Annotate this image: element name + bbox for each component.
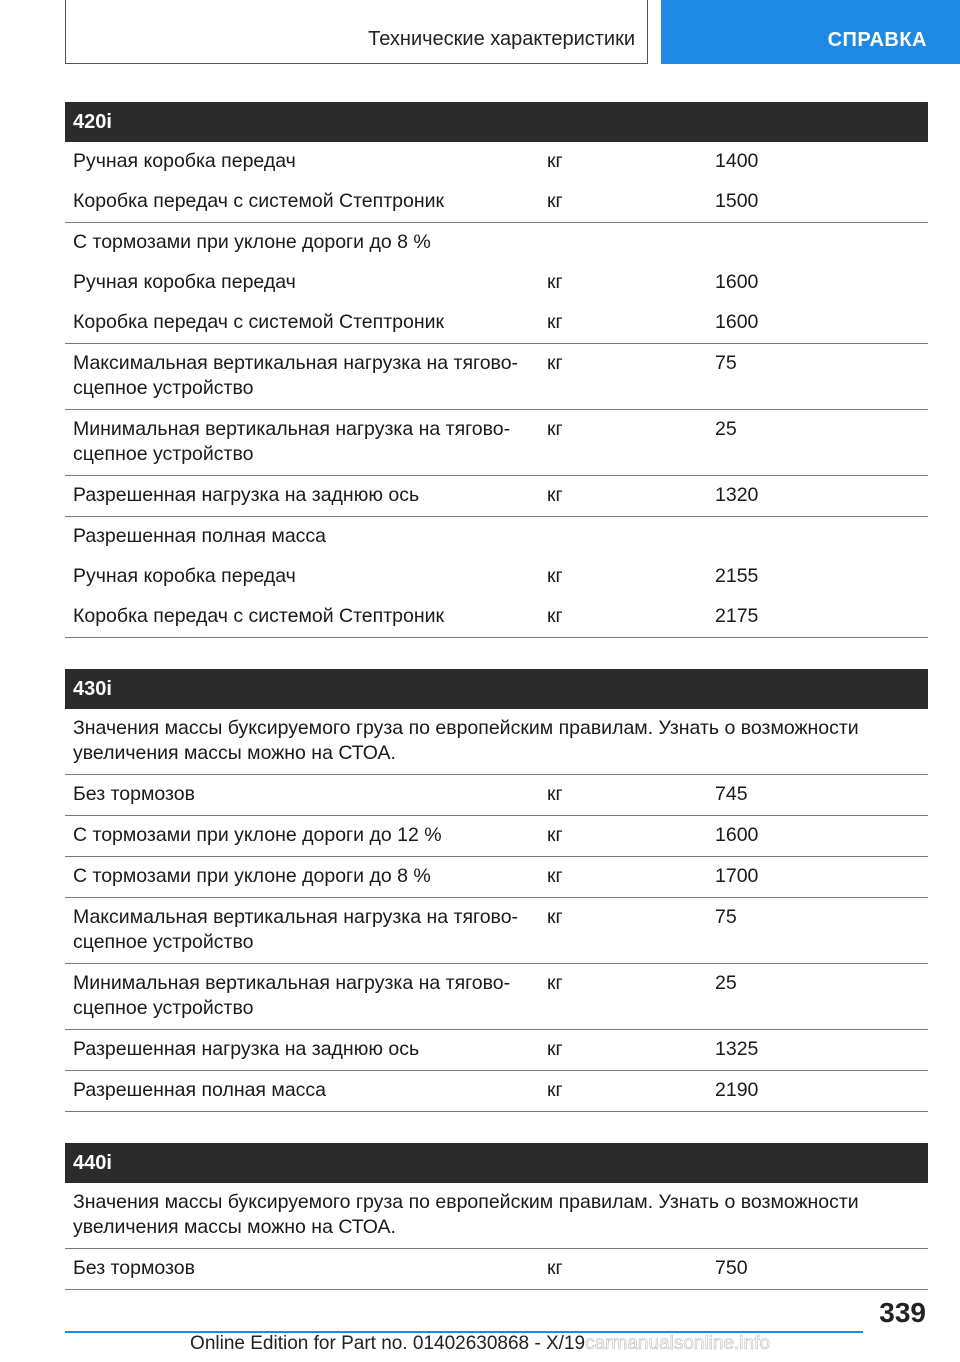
row-unit: кг: [547, 824, 563, 846]
row-label: Без тормозов: [73, 783, 195, 805]
row-value: 750: [715, 1257, 748, 1279]
row-unit: [535, 524, 709, 549]
row-label: Коробка передач с системой Стептроник: [73, 605, 445, 627]
row-unit: кг: [547, 484, 563, 506]
table-row: [65, 775, 928, 816]
row-value: 1400: [715, 150, 759, 172]
table-row: [65, 816, 928, 857]
section-note: Значения массы буксируемого груза по европейским правилам. Узнать о возможности увеличения массы можно на СТОА.: [65, 709, 928, 775]
row-unit: кг: [547, 605, 563, 627]
table-row: [65, 517, 928, 557]
row-label: С тормозами при уклоне дороги до 8 %: [73, 865, 431, 887]
row-unit: кг: [547, 1079, 563, 1101]
row-value: 1600: [715, 311, 759, 333]
section-tab-reference[interactable]: [661, 0, 960, 64]
table-row: [65, 182, 928, 223]
table-row: [65, 410, 928, 476]
row-label: Ручная коробка передач: [73, 271, 296, 293]
table-row: [65, 597, 928, 638]
table-row: [65, 1030, 928, 1071]
row-label: С тормозами при уклоне дороги до 12 %: [73, 824, 442, 846]
row-unit: кг: [547, 418, 563, 440]
section-note: Значения массы буксируемого груза по европейским правилам. Узнать о возможности увеличения массы можно на СТОА.: [65, 1183, 928, 1249]
row-label: Разрешенная полная масса: [73, 1079, 327, 1101]
table-row: [65, 263, 928, 303]
row-label: Разрешенная нагрузка на заднюю ось: [73, 484, 420, 506]
row-unit: кг: [547, 1038, 563, 1060]
footer-watermark: carmanualsonline.info: [585, 1333, 770, 1354]
row-label: Разрешенная нагрузка на заднюю ось: [73, 1038, 420, 1060]
row-value: 75: [715, 906, 737, 928]
table-row: [65, 898, 928, 964]
table-row: [65, 476, 928, 517]
row-value: 1320: [715, 484, 759, 506]
page-number: 339: [879, 1297, 926, 1328]
row-value: 2175: [715, 605, 759, 627]
header-title: Технические характеристики: [368, 28, 635, 50]
row-label: Ручная коробка передач: [73, 565, 296, 587]
footer-edition: Online Edition for Part no. 01402630868 - X/19: [190, 1333, 586, 1354]
row-value: 1700: [715, 865, 759, 887]
table-row: [65, 964, 928, 1030]
row-value: 1325: [715, 1038, 759, 1060]
table-row: [65, 344, 928, 410]
table-row: [65, 1071, 928, 1112]
row-value: 1500: [715, 190, 759, 212]
row-unit: кг: [547, 565, 563, 587]
row-value: [709, 230, 928, 255]
row-unit: кг: [547, 352, 563, 374]
row-unit: кг: [547, 311, 563, 333]
table-row: [65, 142, 928, 182]
row-unit: кг: [547, 271, 563, 293]
section-title: 440i: [65, 1143, 928, 1183]
row-label: Разрешенная полная масса: [73, 525, 327, 547]
table-row: [65, 857, 928, 898]
row-value: 745: [715, 783, 748, 805]
row-unit: кг: [547, 865, 563, 887]
row-value: [709, 524, 928, 549]
row-label: Минимальная вертикальная нагрузка на тягово-сцепное устройство: [73, 418, 511, 465]
row-value: 2155: [715, 565, 759, 587]
row-label: Максимальная вертикальная нагрузка на тягово-сцепное устройство: [73, 906, 519, 953]
table-row: [65, 1249, 928, 1290]
row-value: 25: [715, 418, 737, 440]
section-tab-label: СПРАВКА: [827, 29, 927, 51]
row-label: Без тормозов: [73, 1257, 195, 1279]
row-unit: кг: [547, 906, 563, 928]
row-unit: кг: [547, 190, 563, 212]
row-unit: [535, 230, 709, 255]
table-row: [65, 303, 928, 344]
row-unit: кг: [547, 150, 563, 172]
row-label: Коробка передач с системой Стептроник: [73, 190, 445, 212]
row-label: Максимальная вертикальная нагрузка на тягово-сцепное устройство: [73, 352, 519, 399]
table-row: [65, 557, 928, 597]
row-value: 25: [715, 972, 737, 994]
row-value: 75: [715, 352, 737, 374]
spec-content: [65, 102, 928, 1321]
row-value: 1600: [715, 824, 759, 846]
footer: [0, 1333, 960, 1355]
row-unit: кг: [547, 1257, 563, 1279]
row-label: Ручная коробка передач: [73, 150, 296, 172]
row-label: С тормозами при уклоне дороги до 8 %: [73, 231, 431, 253]
row-unit: кг: [547, 972, 563, 994]
header-frame: [65, 0, 648, 64]
spec-section: [65, 102, 928, 638]
section-title: 420i: [65, 102, 928, 142]
row-unit: кг: [547, 783, 563, 805]
spec-section: [65, 1143, 928, 1290]
row-value: 2190: [715, 1079, 759, 1101]
row-value: 1600: [715, 271, 759, 293]
section-title: 430i: [65, 669, 928, 709]
row-label: Минимальная вертикальная нагрузка на тягово-сцепное устройство: [73, 972, 511, 1019]
row-label: Коробка передач с системой Стептроник: [73, 311, 445, 333]
table-row: [65, 223, 928, 263]
spec-section: [65, 669, 928, 1112]
